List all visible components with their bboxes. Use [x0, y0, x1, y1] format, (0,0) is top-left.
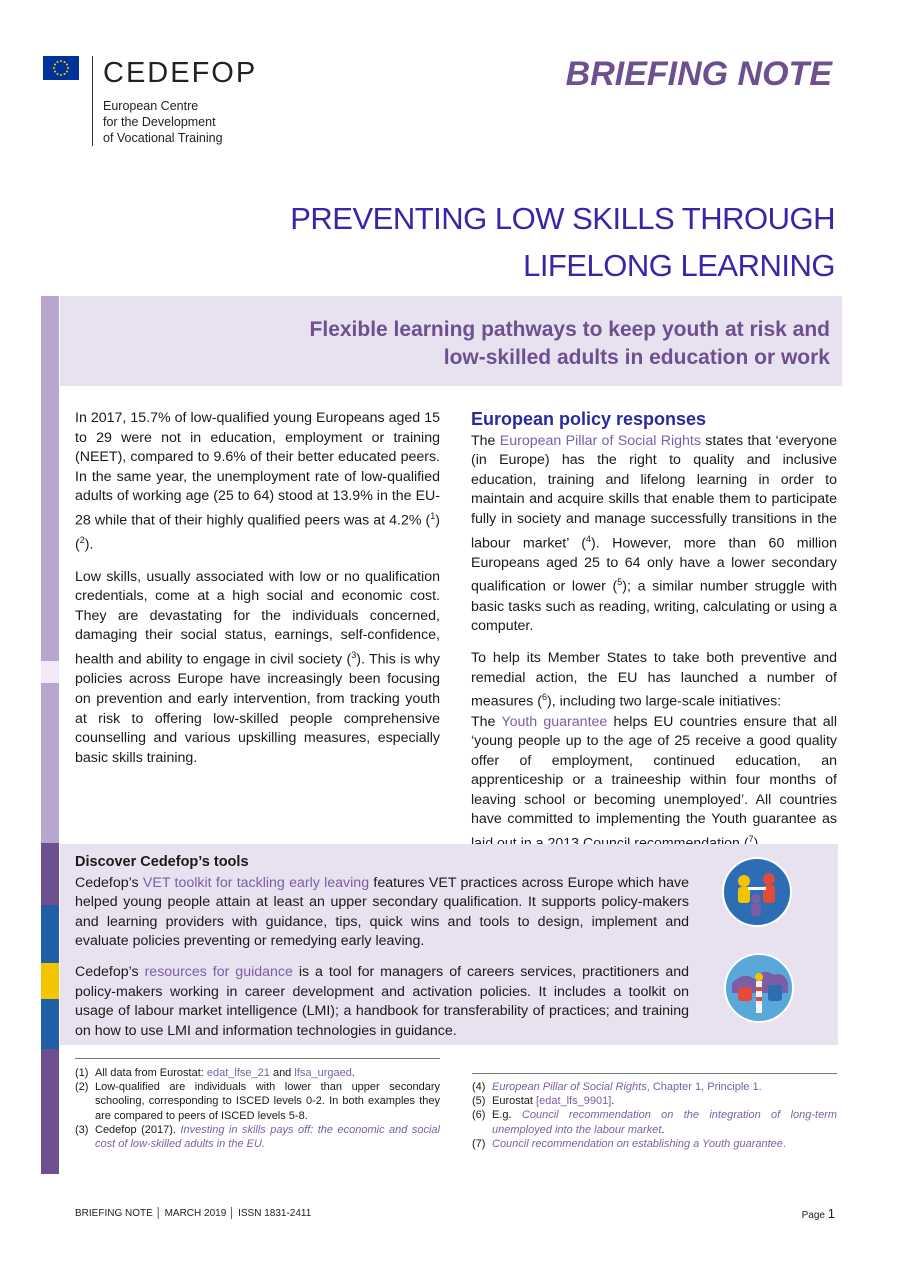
footnote-link[interactable]: .: [782, 1137, 786, 1150]
footnote-ref-6[interactable]: 6: [541, 692, 547, 703]
footnote-link[interactable]: Investing in skills pays off: the economic and social cost of low-skilled adults in the EU.: [95, 1123, 440, 1151]
footnote-number: (1): [75, 1067, 89, 1079]
footnote-link[interactable]: lfsa_urgaed: [294, 1067, 352, 1079]
footnote-ref-2[interactable]: 2: [79, 535, 85, 546]
footnote-link[interactable]: edat_lfse_21: [206, 1067, 270, 1079]
left-column: [75, 409, 440, 780]
page-number-value: 1: [827, 1206, 835, 1221]
footnote-number: (2): [75, 1081, 89, 1094]
footnote-text: [492, 1080, 837, 1094]
footnote-text: [492, 1137, 837, 1151]
footnote-text-part: .: [611, 1095, 615, 1108]
page-title: [195, 195, 835, 289]
footnote-link[interactable]: European Pillar of Social Rights: [492, 1081, 647, 1093]
side-bar-lilac: [41, 296, 59, 661]
footnote-text-part: Cedefop (2017).: [95, 1123, 181, 1136]
footnote-text-part: .: [661, 1123, 665, 1136]
side-bar-blue: [41, 905, 59, 963]
footnote-link[interactable]: Council recommendation on establishing a Youth guarantee: [492, 1137, 783, 1150]
org-line-3: of Vocational Training: [103, 131, 223, 145]
footnote: [75, 1080, 440, 1123]
pillar-paragraph: The European Pillar of Social Rights states that ‘everyone (in Europe) has the right to quality and inclusive education, training and lifelong learning in order to maintain and acquire skills that enable them to participate fully in society and manage successfully transitions in the labour market’ ($^4$). However, more than 60 million Europeans aged 25 to 64 only have a lower secondary qualification or lower ($^5$); a similar number struggle with basic tasks such as reading, writing, calculating or using a computer.: [471, 432, 838, 635]
footnote-text-part: Low-qualified are individuals with lower than upper secondary schooling, corresponding to ISCED levels 0-2. In both examples they are compared to peers of ISCED levels 5-8.: [95, 1081, 440, 1122]
org-line-1: European Centre: [103, 99, 199, 113]
footnote-number: (4): [472, 1081, 486, 1093]
cedefop-logo: CEDEFOP: [103, 57, 258, 89]
guidance-resources-link[interactable]: resources for guidance: [144, 963, 293, 980]
footnote-link[interactable]: [edat_lfs_9901]: [536, 1095, 612, 1108]
footnote: [75, 1066, 440, 1080]
organization-name: [103, 98, 223, 146]
footnote-number: (3): [75, 1123, 89, 1136]
footnote-number: (6): [472, 1109, 486, 1122]
policy-heading: European policy responses: [471, 409, 707, 429]
subtitle: [210, 316, 830, 372]
page-footer-info: BRIEFING NOTE │ MARCH 2019 │ ISSN 1831-2411: [75, 1208, 312, 1219]
org-line-2: for the Development: [103, 115, 216, 129]
youth-guarantee-link[interactable]: Youth guarantee: [501, 713, 608, 730]
footnote-rule-right: [472, 1073, 837, 1074]
side-bar-lilac-2: [41, 683, 59, 781]
footnote-text-part: and: [269, 1067, 295, 1079]
intro-paragraph: In 2017, 15.7% of low-qualified young Europeans aged 15 to 29 were not in education, employment or training (NEET), compared to 9.6% of their better educated peers. In the same year, the unemployment rate of low-qualified adults of working age (25 to 64) stood at 13.9% in the EU-28 while that of their highly qualified peers was at 4.2% ($^1$) ($^2$).: [75, 410, 440, 554]
vet-toolkit-icon[interactable]: [722, 857, 792, 927]
subtitle-line-2: low-skilled adults in education or work: [443, 346, 830, 369]
footnote-text-part: All data from Eurostat:: [95, 1067, 207, 1079]
footnote-rule-left: [75, 1058, 440, 1059]
measures-paragraph: To help its Member States to take both preventive and remedial action, the EU has launched a number of measures ($^6$), including two large-scale initiatives:: [471, 650, 837, 710]
footnote-text: [95, 1066, 440, 1080]
side-bar-lilac-3: [41, 781, 59, 843]
footnote-ref-7[interactable]: 7: [748, 834, 754, 845]
footnote-ref-4[interactable]: 4: [586, 533, 592, 544]
footnotes-left: [75, 1066, 440, 1151]
footnote: [472, 1108, 837, 1136]
low-skills-paragraph: Low skills, usually associated with low or no qualification credentials, come at a high social and economic cost. They are devastating for the individuals concerned, damaging their social status, earnings, self-confidence, health and ability to engage in civil society ($^3$). This is why policies across Europe have increasingly been focusing on prevention and early intervention, from tracking youth at risk to offering low-skilled people comprehensive counselling and various upskilling measures, especially basic skills training.: [75, 568, 441, 766]
title-line-2: LIFELONG LEARNING: [523, 248, 835, 283]
footnote: [472, 1080, 837, 1094]
right-column: [471, 409, 837, 866]
header-divider: [92, 56, 93, 146]
subtitle-line-1: Flexible learning pathways to keep youth at risk and: [309, 318, 830, 341]
footnote-text: [492, 1094, 837, 1108]
vet-toolkit-paragraph: Cedefop’s VET toolkit for tackling early leaving features VET practices across Europe which have helped young people attain at least an upper secondary qualification. It supports policy-makers and learning providers with guidance, tips, quick wins and tools to design, implement and evaluate policies preventing or remedying early leaving.: [75, 874, 689, 950]
vet-toolkit-link[interactable]: VET toolkit for tackling early leaving: [142, 874, 370, 891]
footnote-text-part: .: [351, 1067, 355, 1079]
eu-flag-logo: [43, 56, 79, 80]
side-bar-yellow: [41, 963, 59, 999]
footnote-text: [95, 1123, 440, 1151]
footnote-text-part: Eurostat: [492, 1095, 537, 1108]
footnotes-right: [472, 1080, 837, 1151]
footnote-number: (5): [472, 1095, 486, 1108]
footnote-text-part: E.g.: [492, 1109, 522, 1122]
side-bar-purple: [41, 843, 59, 905]
page-label: Page: [801, 1210, 825, 1221]
footnote-number: (7): [472, 1137, 486, 1150]
briefing-note-label: BRIEFING NOTE: [565, 55, 832, 93]
youth-guarantee-paragraph: The Youth guarantee helps EU countries ensure that all ‘young people up to the age of 25 receive a good quality offer of employment, continued education, an apprenticeship or a traineeship within four months of leaving school or becoming unemployed’. All countries have committed to implementing the Youth guarantee as $^7$: [471, 713, 837, 845]
footnote-ref-1[interactable]: 1: [430, 510, 436, 521]
side-bar-purple-2: [41, 1049, 59, 1174]
footnote-text: [492, 1108, 837, 1136]
tools-heading: Discover Cedefop’s tools: [75, 854, 249, 870]
side-bar-blue-2: [41, 999, 59, 1049]
footnote: [472, 1094, 837, 1108]
guidance-paragraph: Cedefop’s resources for guidance is a tool for managers of careers services, practitioners and policy-makers working in career development and activation policies. It includes a toolkit on usage of labour market intelligence (LMI); a handbook for transferability of practices; and training on how to use LMI and information technologies in guidance.: [75, 963, 690, 1039]
tools-content: [75, 853, 689, 1052]
guidance-resources-icon[interactable]: [724, 953, 794, 1023]
pillar-link[interactable]: European Pillar of Social Rights: [499, 432, 701, 449]
footnote: [75, 1123, 440, 1151]
title-line-1: PREVENTING LOW SKILLS THROUGH: [290, 201, 835, 236]
footnote-link[interactable]: Council recommendation on the integration of long-term unemployed into the labour market: [492, 1109, 838, 1136]
side-bar-light: [41, 661, 59, 683]
footnote-text: [95, 1080, 440, 1123]
footnote-ref-3[interactable]: 3: [351, 650, 357, 660]
footnote: [472, 1137, 837, 1151]
page-number: [802, 1206, 835, 1221]
footnote-link[interactable]: , Chapter 1, Principle 1.: [646, 1081, 762, 1093]
footnote-ref-5[interactable]: 5: [617, 577, 623, 588]
